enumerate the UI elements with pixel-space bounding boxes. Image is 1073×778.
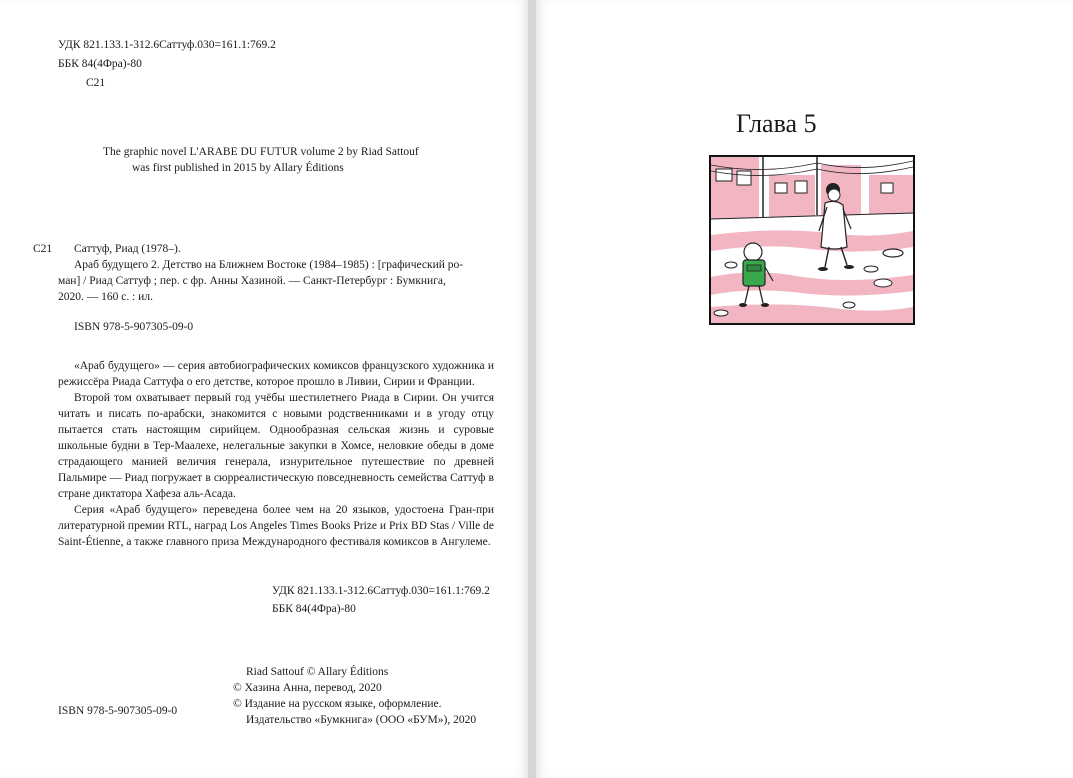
chapter-illustration	[709, 155, 915, 325]
catalog-line3: 2020. — 160 с. : ил.	[58, 291, 153, 303]
catalog-mark: С21	[33, 243, 53, 255]
two-children-walking-illustration-icon	[711, 157, 913, 323]
copyright-line3: © Издание на русском языке, оформление.	[233, 698, 442, 710]
catalog-author: Саттуф, Риад (1978–).	[74, 243, 181, 255]
original-edition-line1: The graphic novel L'ARABE DU FUTUR volume 2 by Riad Sattouf	[103, 146, 419, 158]
left-page	[0, 0, 528, 778]
chapter-title: Глава 5	[736, 109, 817, 138]
copyright-line2: © Хазина Анна, перевод, 2020	[233, 682, 382, 694]
original-edition-line2: was first published in 2015 by Allary Éditions	[132, 162, 344, 174]
annotation-paragraph-1: «Араб будущего» — серия автобиографических комиксов французского художника и режиссёра Риада Саттуфа о его детстве, которое прошло в Ливии, Сирии и Франции.	[58, 360, 494, 388]
author-mark-top: С21	[86, 77, 106, 89]
copyright-line4: Издательство «Бумкнига» (ООО «БУМ»), 2020	[246, 714, 477, 726]
isbn-bottom: ISBN 978-5-907305-09-0	[58, 705, 178, 717]
annotation	[58, 358, 494, 550]
copyright-line1: Riad Sattouf © Allary Éditions	[246, 666, 389, 678]
annotation-paragraph-2: Второй том охватывает первый год учёбы шестилетнего Риада в Сирии. Он учится читать и писать по-арабски, знакомится с новыми родственниками и в угоду отцу пытается стать настоящим сирийцем. Однообразная сельская жизнь и суровые школьные будни в Тер-Маалехе, нелегальные закупки в Хомсе, неловкие обеды в доме страдающего манией величия генерала, изнурительное путешествие по древней Пальмире — Риад погружает в сюрреалистическую повседневность семейства Саттуф в стране диктатора Хафеза аль-Асада.	[58, 392, 494, 500]
catalog-line1: Араб будущего 2. Детство на Ближнем Востоке (1984–1985) : [графический ро-	[74, 259, 464, 271]
udk-top: УДК 821.133.1-312.6Саттуф.030=161.1:769.2	[58, 39, 276, 51]
udk-bottom: УДК 821.133.1-312.6Саттуф.030=161.1:769.2	[272, 585, 490, 597]
isbn-mid: ISBN 978-5-907305-09-0	[74, 321, 194, 333]
bbk-bottom: ББК 84(4Фра)-80	[272, 603, 356, 615]
catalog-line2: ман] / Риад Саттуф ; пер. с фр. Анны Хазиной. — Санкт-Петербург : Бумкнига,	[58, 275, 446, 287]
bbk-top: ББК 84(4Фра)-80	[58, 58, 142, 70]
book-gutter	[528, 0, 536, 778]
annotation-paragraph-3: Серия «Араб будущего» переведена более чем на 20 языков, удостоена Гран-при литературной премии RTL, наград Los Angeles Times Books Prize и Prix BD Stas / Ville de Saint-Étienne, а также главного приза Международного фестиваля комиксов в Ангулеме.	[58, 504, 494, 548]
